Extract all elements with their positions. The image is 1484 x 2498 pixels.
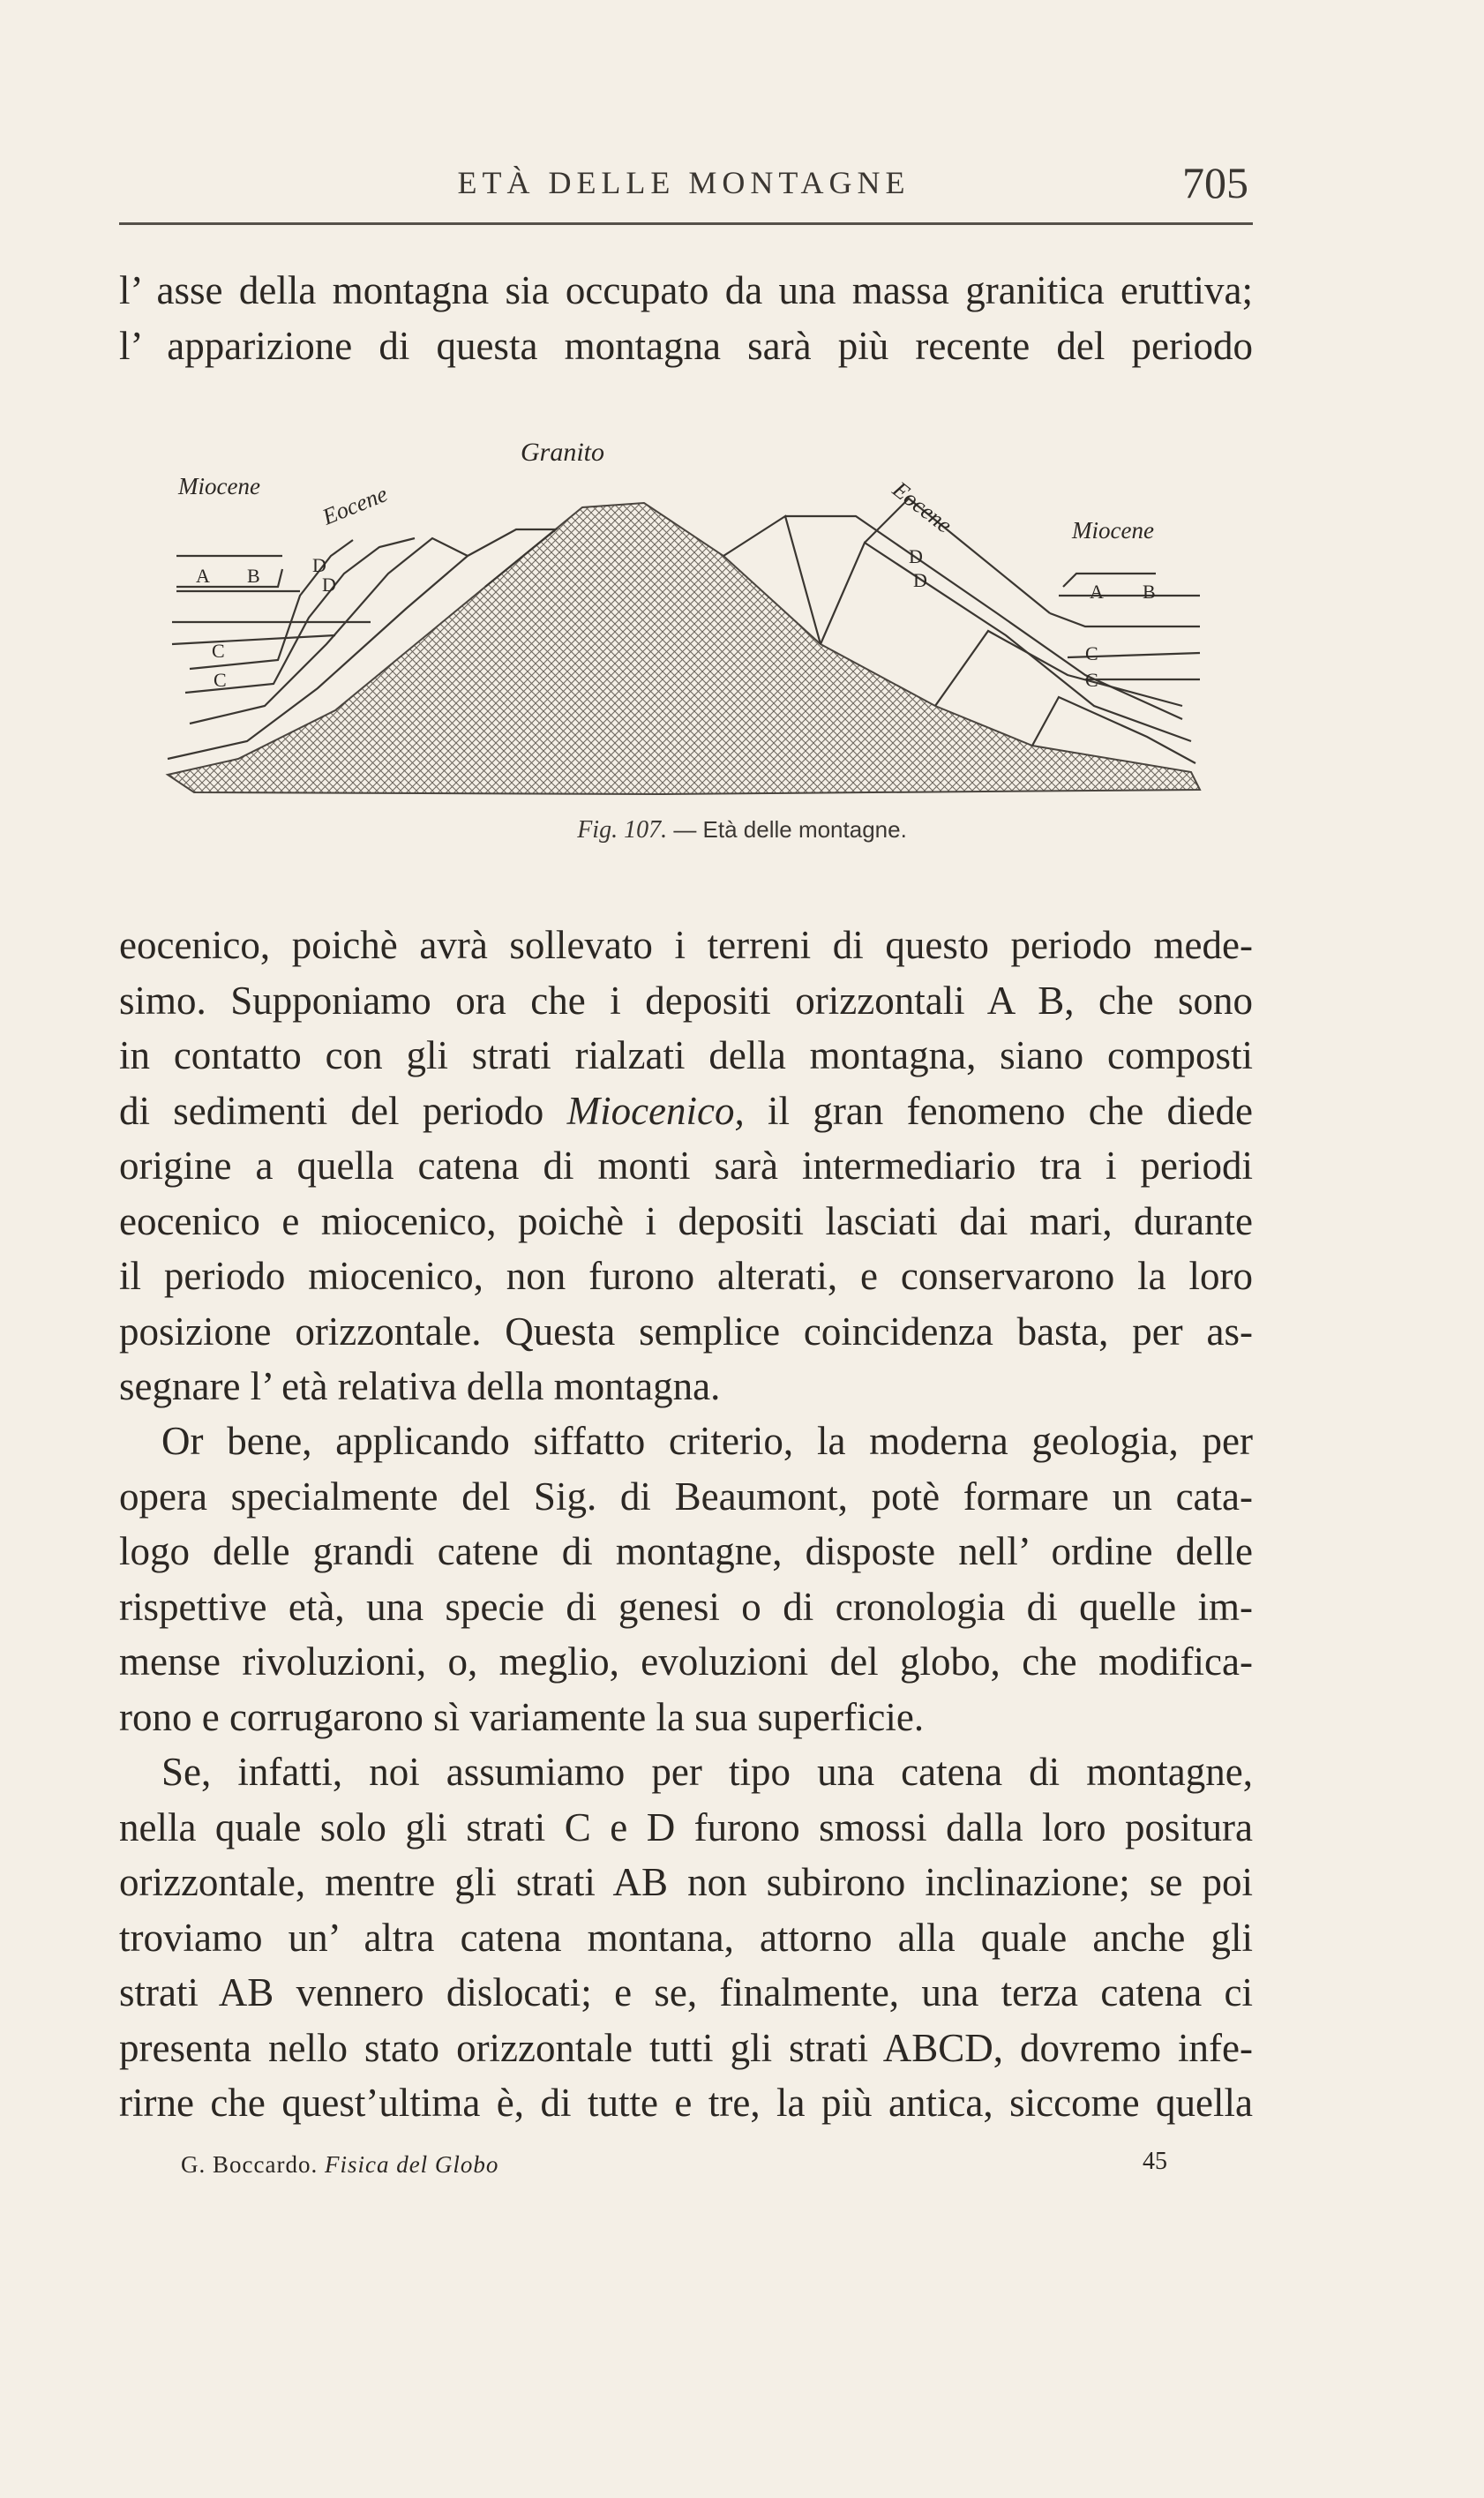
text-line: simo. Supponiamo ora che i depositi orizzontali A B, che sono bbox=[119, 978, 1253, 1023]
text-line: Se, infatti, noi assumiamo per tipo una catena di montagne, bbox=[161, 1750, 1253, 1794]
text-line: eocenico, poichè avrà sollevato i terreni di questo periodo mede- bbox=[119, 923, 1253, 967]
text-line: troviamo un’ altra catena montana, attorno alla quale anche gli bbox=[119, 1915, 1253, 1960]
footer-citation bbox=[181, 2151, 498, 2179]
label-d-right-2: D bbox=[913, 569, 927, 591]
label-c-left-2: C bbox=[214, 669, 227, 691]
text-line: posizione orizzontale. Questa semplice coincidenza basta, per as- bbox=[119, 1309, 1253, 1354]
text-segment: il gran fenomeno che diede bbox=[744, 1088, 1253, 1133]
label-b-right: B bbox=[1143, 581, 1156, 603]
text-line: rispettive età, una specie di genesi o di cronologia di quelle im- bbox=[119, 1584, 1253, 1629]
text-line: rono e corrugarono sì variamente la sua superficie. bbox=[119, 1694, 925, 1739]
page-footer bbox=[181, 2148, 1248, 2195]
paragraph-3 bbox=[119, 1744, 1253, 2131]
running-title: ETÀ DELLE MONTAGNE bbox=[457, 165, 911, 200]
text-line: l’ asse della montagna sia occupato da una massa granitica eruttiva; bbox=[119, 268, 1253, 312]
text-line: Or bene, applicando siffatto criterio, la moderna geologia, per bbox=[161, 1419, 1253, 1463]
text-line: eocenico e miocenico, poichè i depositi lasciati dai mari, durante bbox=[119, 1198, 1253, 1243]
running-head bbox=[119, 157, 1248, 210]
footer-author: G. Boccardo. bbox=[181, 2151, 319, 2178]
figure-caption-text: — Età delle montagne. bbox=[673, 816, 907, 843]
text-line: rirne che quest’ultima è, di tutte e tre, la più antica, siccome quella bbox=[119, 2081, 1253, 2125]
label-b-left: B bbox=[247, 565, 260, 587]
label-eocene-left: Eocene bbox=[319, 481, 392, 530]
figure-107 bbox=[115, 441, 1253, 829]
label-c-right-1: C bbox=[1085, 642, 1098, 664]
footer-book-title: Fisica del Globo bbox=[324, 2151, 499, 2178]
text-line: orizzontale, mentre gli strati AB non subirono inclinazione; se poi bbox=[119, 1860, 1253, 1904]
header-rule bbox=[119, 222, 1253, 225]
text-line: il periodo miocenico, non furono alterati, e conservarono la loro bbox=[119, 1254, 1253, 1298]
text-line: mense rivoluzioni, o, meglio, evoluzioni del globo, che modifica- bbox=[119, 1639, 1253, 1684]
text-line: in contatto con gli strati rialzati della montagna, siano composti bbox=[119, 1033, 1253, 1077]
text-line: presenta nello stato orizzontale tutti gli strati ABCD, dovremo infe- bbox=[119, 2025, 1253, 2070]
figure-number: Fig. 107. bbox=[577, 816, 668, 844]
text-line: origine a quella catena di monti sarà intermediario tra i periodi bbox=[119, 1144, 1253, 1188]
label-c-right-2: C bbox=[1085, 669, 1098, 691]
text-line: opera specialmente del Sig. di Beaumont, potè formare un cata- bbox=[119, 1474, 1253, 1519]
figure-caption bbox=[0, 816, 1484, 844]
label-d-left-1: D bbox=[312, 554, 326, 576]
intro-text bbox=[119, 263, 1253, 373]
label-a-left: A bbox=[196, 565, 210, 587]
label-miocene-right: Miocene bbox=[1072, 517, 1154, 544]
signature-mark: 45 bbox=[1143, 2148, 1167, 2175]
text-line: strati AB vennero dislocati; e se, finalmente, una terza catena ci bbox=[119, 1970, 1253, 2014]
emphasis-miocenico: Miocenico, bbox=[566, 1088, 745, 1133]
text-line: l’ apparizione di questa montagna sarà più recente del periodo bbox=[119, 323, 1253, 368]
label-c-left-1: C bbox=[212, 640, 225, 662]
page-number: 705 bbox=[1182, 158, 1248, 207]
label-a-right: A bbox=[1090, 581, 1104, 603]
label-d-left-2: D bbox=[322, 574, 336, 596]
label-d-right-1: D bbox=[909, 545, 923, 567]
text-line: logo delle grandi catene di montagne, disposte nell’ ordine delle bbox=[119, 1529, 1253, 1573]
label-granito: Granito bbox=[521, 441, 605, 467]
text-line: nella quale solo gli strati C e D furono smossi dalla loro positura bbox=[119, 1804, 1253, 1849]
text-line: segnare l’ età relativa della montagna. bbox=[119, 1364, 721, 1408]
text-segment: di sedimenti del periodo bbox=[119, 1088, 567, 1133]
paragraph-2 bbox=[119, 1414, 1253, 1744]
label-miocene-left: Miocene bbox=[178, 473, 260, 499]
text-line bbox=[119, 1084, 1253, 1139]
label-eocene-right: Eocene bbox=[888, 476, 957, 538]
geological-section-diagram bbox=[115, 441, 1253, 829]
paragraph-1 bbox=[119, 918, 1253, 1414]
